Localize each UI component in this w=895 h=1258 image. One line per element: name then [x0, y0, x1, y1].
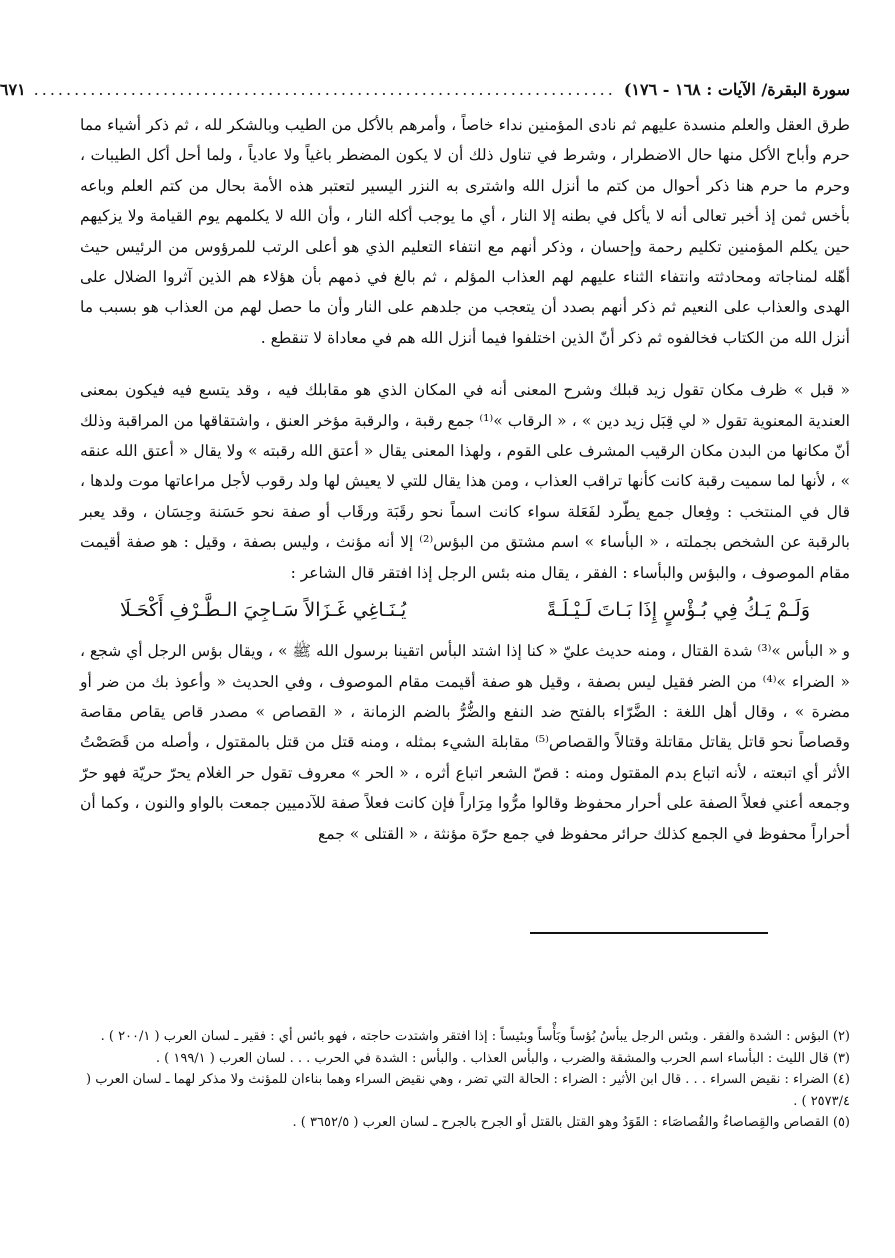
- verse-first-hemistich: وَلَـمْ يَـكُ فِي بُـؤْسٍ إِذَا بَـاتَ لَـيْـلَـةً: [546, 599, 810, 622]
- footnote-separator: [530, 932, 768, 934]
- footnotes-section: [86, 1026, 850, 1134]
- footnote-3: (٣) قال الليث : البأساء اسم الحرب والمشقة والضرب ، والبأس العذاب . والبأس : الشدة في الحرب . . . لسان العرب ( ١٩٩/١ ) .: [155, 1050, 850, 1066]
- leader-dots: ........................................................................: [33, 80, 616, 99]
- running-header: [0, 80, 850, 100]
- page-number: ٦٧١: [0, 80, 26, 99]
- verse-second-hemistich: يُـنَـاغِي غَـزَالاً سَـاجِيَ الـطَّـرْفِ أَكْحَـلَا: [120, 599, 407, 622]
- footnote-2: (٢) البؤس : الشدة والفقر . وبئس الرجل يبأسُ بُؤساً وبَأْساً وبئيساً : إذا افتقر واشتدت حاجته ، فهو بائس أي : فقير ـ لسان العرب ( ٢٠٠/١ ) .: [100, 1029, 850, 1044]
- paragraph-vocabulary-continued: و « البأس »⁽³⁾ شدة القتال ، ومنه حديث عليّ « كنا إذا اشتد البأس اتقينا برسول الله ﷺ » ، ويقال بؤس الرجل أي شجع ، « الضراء »⁽⁴⁾ من الضر فقيل ليس بصفة ، وقيل هو صفة أقيمت مقام الموصوف ، وفي الحديث « وأعوذ بك من ضر أو مضرة » ، وقال أهل اللغة : الضَّرّاء بالفتح ضد النفع والضُّرُّ بالضم الزمانة ، « القصاص » مصدر قاص يقاص مقاصة وقصاصاً نحو قاتل يقاتل مقاتلة وقتالاً والقصاص⁽⁵⁾ مقابلة الشيء بمثله ، ومنه قتل من قتل بالمقتول ، وأصله من قَصَصْتُ الأثر أي اتبعته ، لأنه اتباع بدم المقتول ومنه : قصّ الشعر اتباع أثره ، « الحر » معروف تقول حر الغلام يحرّ حريّة فهو حرّ وجمعه أعني فعلاً الصفة على أحرار محفوظ وقالوا مرُّوا مِرَاراً فإن كانت فعلاً صفة للآدميين جمعت بالواو والنون ، وكما أن أحراراً محفوظ في الجمع كذلك حرائر محفوظ في جمع حرّة مؤنثة ، « القتلى » جمع: [80, 642, 850, 843]
- paragraph-summary: طرق العقل والعلم منسدة عليهم ثم نادى المؤمنين نداء خاصاً ، وأمرهم بالأكل من الطيب وبالشكر لله ، ثم ذكر أشياء مما حرم وأباح الأكل منها حال الاضطرار ، وشرط في تناول ذلك أن لا يكون المضطر باغياً ولا عادياً ، ولما أحل أكل الطيبات ، وحرم ما حرم هنا ذكر أحوال من كتم ما أنزل الله واشترى به النزر اليسير لتعتبر هذه الأمة بحال من كتم العلم وباعه بأخس ثمن إذ أخبر تعالى أنه لا يأكل في بطنه إلا النار ، أي ما يوجب أكله النار ، وأن الله لا يكلمهم يوم القيامة ولا يزكيهم حين يكلم المؤمنين تكليم رحمة وإحسان ، وذكر أنهم مع انتفاء التعليم الذي هو أعلى الرتب للمرؤوس من الرئيس حيث أهّله لمناجاته ومحادثته وانتفاء الثناء عليهم لهم العذاب المؤلم ، ثم بالغ في ذمهم بأن هؤلاء هم الذين آثروا الضلال على الهدى والعذاب على النعيم ثم ذكر أنهم بصدد أن يتعجب من جلدهم على النار وأن ما حصل لهم من العذاب هو بسبب ما أنزل الله من الكتاب فخالفوه ثم ذكر أنّ الذين اختلفوا فيما أنزل الله هم في معاداة لا تنقطع .: [80, 116, 850, 347]
- paragraph-spacer: [80, 353, 850, 375]
- paragraph-vocabulary: « قبل » ظرف مكان تقول زيد قبلك وشرح المعنى أنه في المكان الذي هو مقابلك فيه ، وقد يتسع فيه فيكون بمعنى العندية المعنوية تقول « لي قِبَل زيد دين » ، « الرقاب »⁽¹⁾ جمع رقبة ، والرقبة مؤخر العنق ، واشتقاقها من المراقبة وذلك أنّ مكانها من البدن مكان الرقيب المشرف على القوم ، ولهذا المعنى يقال « أعتق الله رقبته » ولا يقال « أعتق الله عنقه » ، لأنها لما سميت رقبة كانت كأنها تراقب العذاب ، ومن هذا يقال للتي لا يعيش لها ولد رقوب لأجل مراعاتها موت ولدها ، قال في المنتخب : وفِعال جمع يطّرد لفَعَلة سواء كانت اسماً نحو رقَبَة ورقَاب أو صفة نحو حَسَنة وحِسَان ، وقد يعبر بالرقبة عن الشخص بجملته ، « البأساء » اسم مشتق من البؤس⁽²⁾ إلا أنه مؤنث ، وليس بصفة ، وقيل : هو صفة أقيمت مقام الموصوف ، والبؤس والبأساء : الفقر ، يقال منه بئس الرجل إذا افتقر قال الشاعر :: [80, 381, 850, 582]
- surah-title: سورة البقرة/ الآيات : ١٦٨ - ١٧٦): [623, 80, 850, 99]
- page-body: [0, 80, 850, 849]
- footnote-5: (٥) القصاص والقِصاصاءُ والقُصاصَاء : القَوَدُ وهو القتل بالقتل أو الجرح بالجرح ـ لسان العرب ( ٣٦٥٢/٥ ) .: [292, 1115, 850, 1130]
- footnote-4: (٤) الضراء : نقيض السراء . . . قال ابن الأثير : الضراء : الحالة التي تضر ، وهي نقيض السراء وهما بناءان للمؤنث ولا مذكر لهما ـ لسان العرب ( ٢٥٧٣/٤ ) .: [86, 1072, 850, 1109]
- poetry-verse: [80, 590, 850, 630]
